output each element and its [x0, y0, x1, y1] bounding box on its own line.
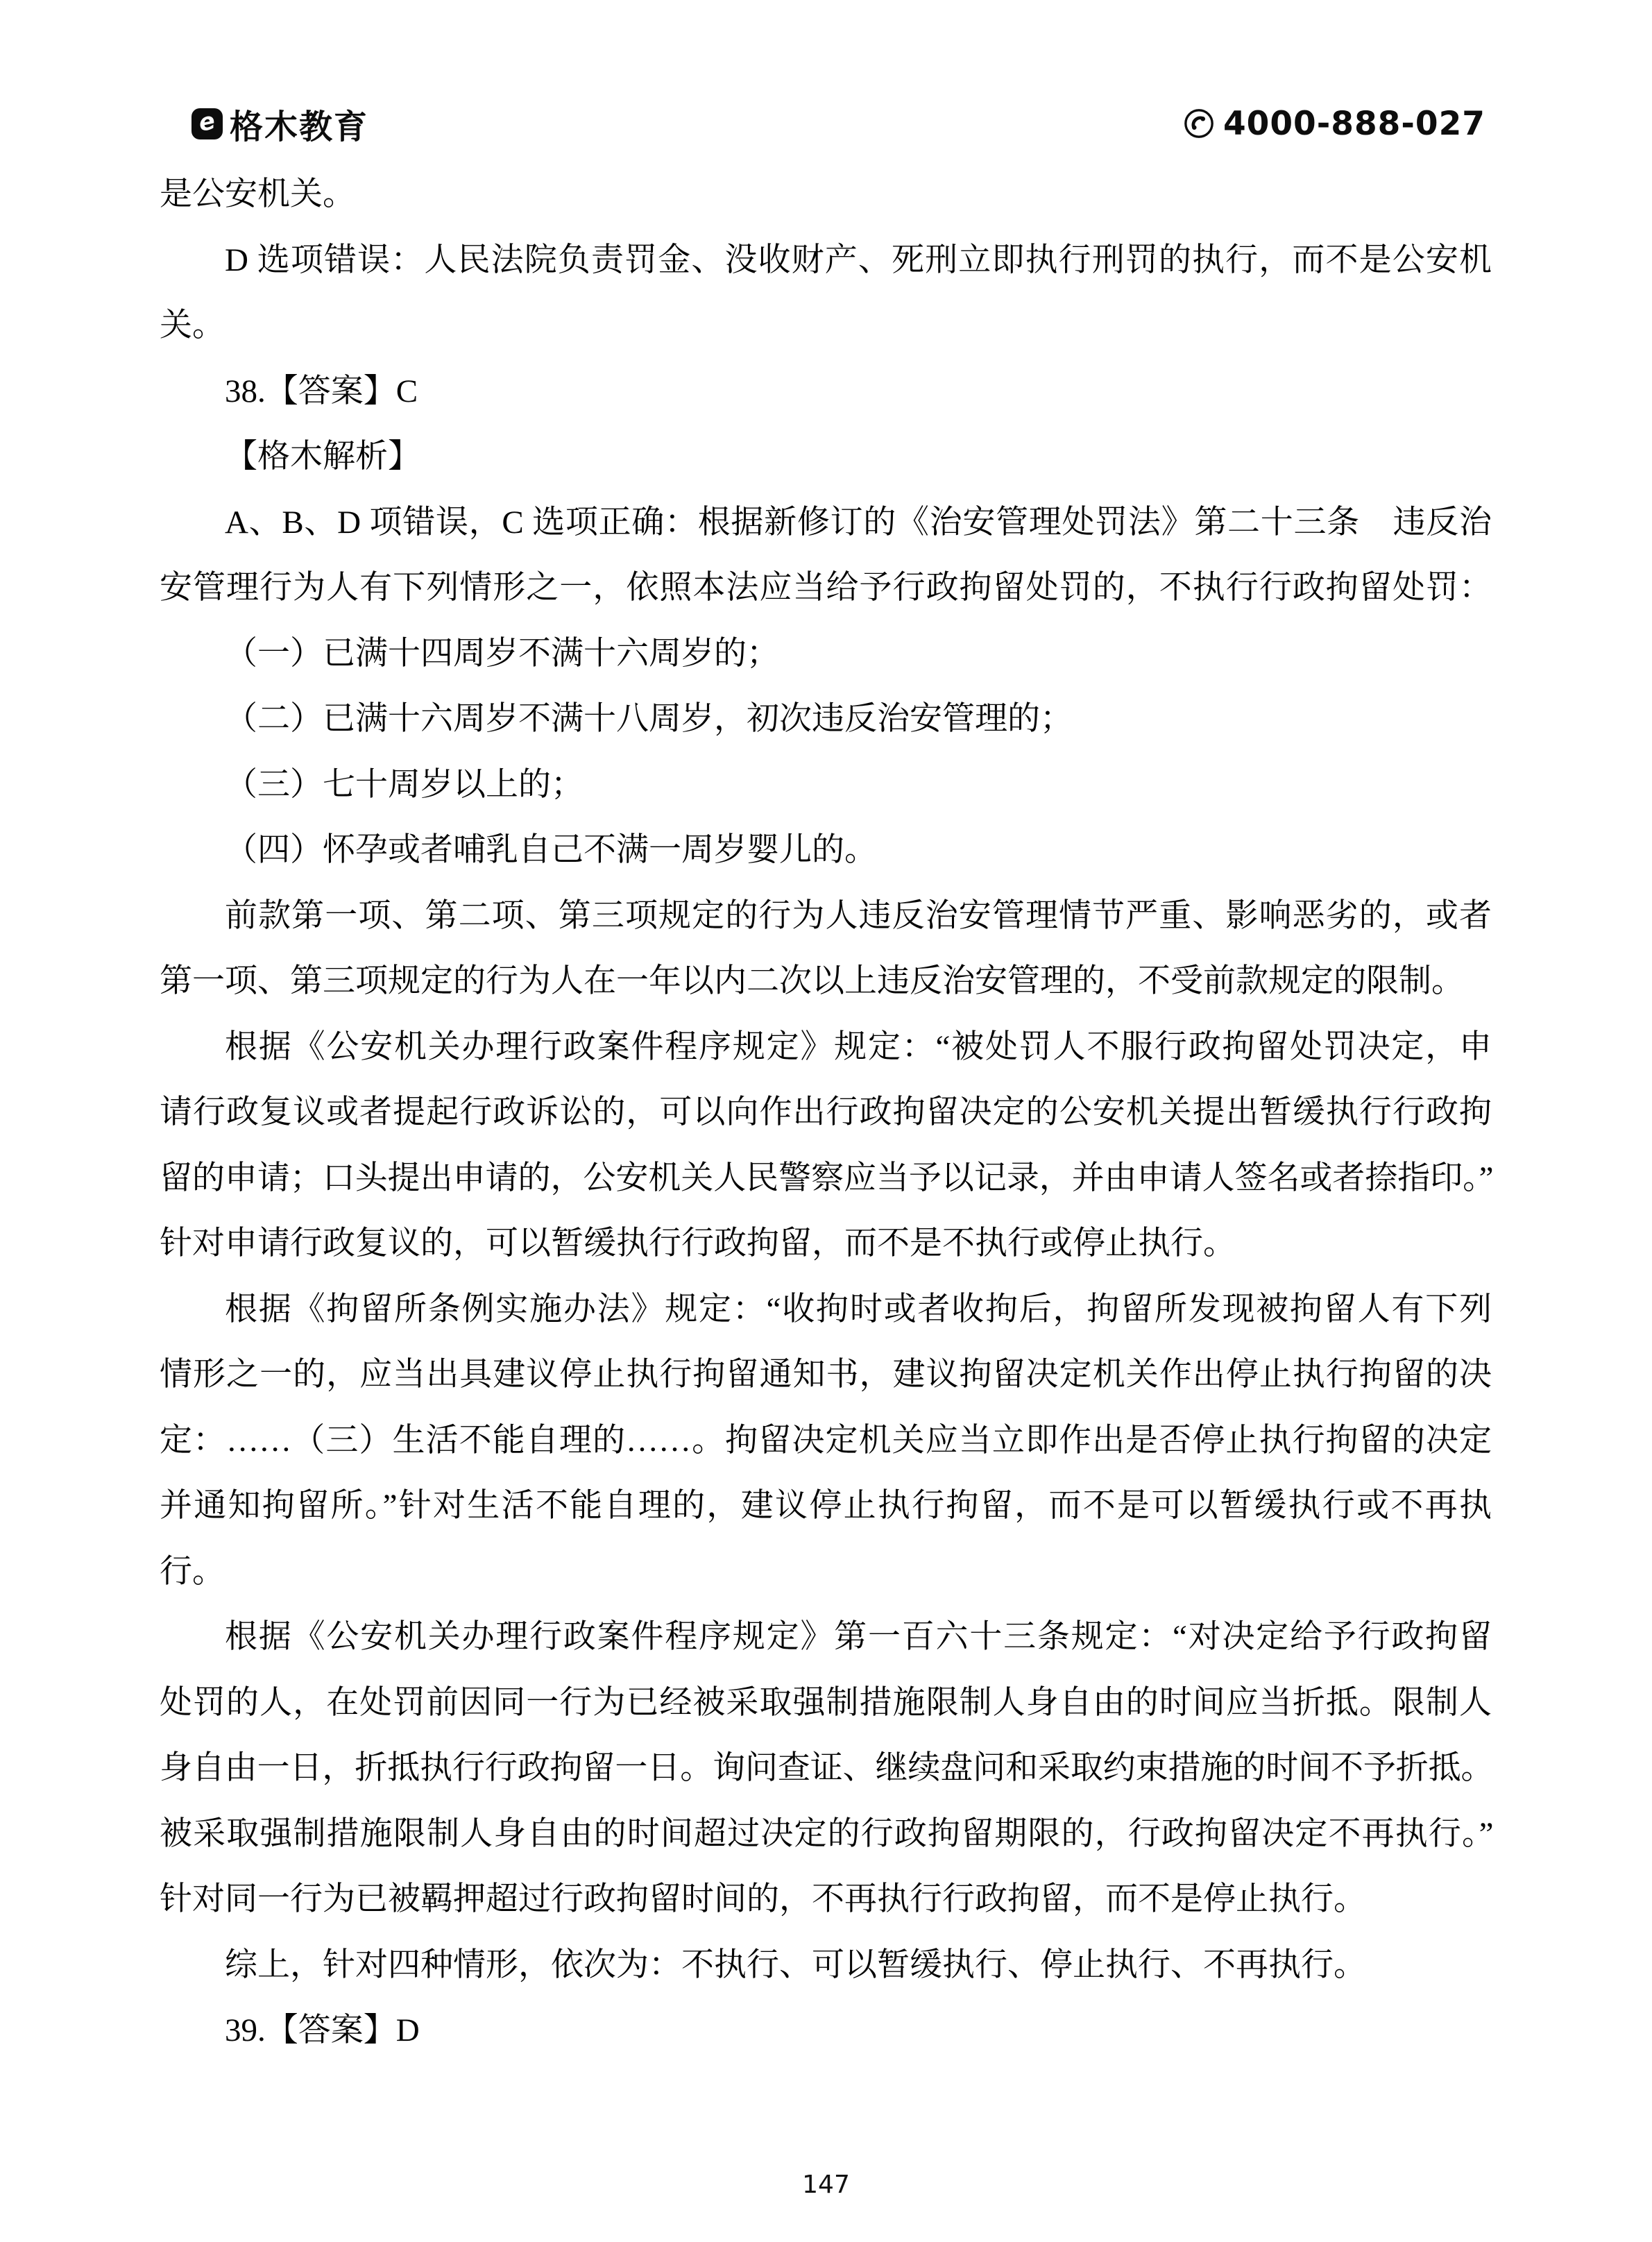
text-line: 综上，针对四种情形，依次为：不执行、可以暂缓执行、停止执行、不再执行。: [225, 1946, 1366, 1983]
list-item: （二）已满十六周岁不满十八周岁，初次违反治安管理的；: [225, 701, 1073, 737]
page-number: 147: [802, 2171, 850, 2199]
text-line: 情形之一的，应当出具建议停止执行拘留通知书，建议拘留决定机关作出停止执行拘留的决: [160, 1357, 1492, 1393]
gemu-logo-icon: [191, 108, 223, 139]
text-line: 根据《公安机关办理行政案件程序规定》第一百六十三条规定：“对决定给予行政拘留: [225, 1619, 1492, 1655]
text-line: 前款第一项、第二项、第三项规定的行为人违反治安管理情节严重、影响恶劣的，或者: [225, 897, 1492, 934]
text-line: 针对申请行政复议的，可以暂缓执行行政拘留，而不是不执行或停止执行。: [160, 1225, 1236, 1262]
logo-glyph: e: [196, 107, 218, 138]
phone-number: 4000-888-027: [1223, 104, 1485, 143]
text-line: 根据《公安机关办理行政案件程序规定》规定：“被处罚人不服行政拘留处罚决定，申: [225, 1028, 1492, 1065]
text-line: 第一项、第三项规定的行为人在一年以内二次以上违反治安管理的，不受前款规定的限制。: [160, 963, 1464, 999]
text-line: 关。: [160, 307, 225, 343]
text-line: 处罚的人，在处罚前因同一行为已经被采取强制措施限制人身自由的时间应当折抵。限制人: [160, 1684, 1492, 1721]
text-line: 请行政复议或者提起行政诉讼的，可以向作出行政拘留决定的公安机关提出暂缓执行行政拘: [160, 1094, 1492, 1130]
text-line: D 选项错误：人民法院负责罚金、没收财产、死刑立即执行刑罚的执行，而不是公安机: [225, 241, 1492, 278]
text-line: 根据《拘留所条例实施办法》规定：“收拘时或者收拘后，拘留所发现被拘留人有下列: [225, 1291, 1492, 1327]
brand: [191, 100, 368, 148]
phone-icon: [1183, 108, 1215, 139]
list-item: （三）七十周岁以上的；: [225, 766, 584, 803]
page-header: [191, 104, 1485, 146]
answer-item-38: 38.【答案】C: [225, 373, 418, 409]
text-line: 行。: [160, 1553, 225, 1590]
text-line: A、B、D 项错误，C 选项正确：根据新修订的《治安管理处罚法》第二十三条 违反治: [225, 504, 1492, 541]
text-line: 身自由一日，折抵执行行政拘留一日。询问查证、继续盘问和采取约束措施的时间不予折抵。: [160, 1750, 1492, 1786]
list-item: （一）已满十四周岁不满十六周岁的；: [225, 635, 779, 672]
text-line: 针对同一行为已被羁押超过行政拘留时间的，不再执行行政拘留，而不是停止执行。: [160, 1881, 1366, 1917]
text-line: 安管理行为人有下列情形之一，依照本法应当给予行政拘留处罚的，不执行行政拘留处罚：: [160, 570, 1492, 606]
answer-item-39: 39.【答案】D: [225, 2012, 420, 2048]
text-line: 并通知拘留所。”针对生活不能自理的，建议停止执行拘留，而不是可以暂缓执行或不再执: [160, 1488, 1492, 1524]
text-line: 被采取强制措施限制人身自由的时间超过决定的行政拘留期限的，行政拘留决定不再执行。”: [160, 1815, 1492, 1852]
text-line: 留的申请；口头提出申请的，公安机关人民警察应当予以记录，并由申请人签名或者捺指印。”: [160, 1160, 1492, 1196]
text-line: 是公安机关。: [160, 176, 355, 212]
analysis-heading: 【格木解析】: [225, 439, 420, 475]
list-item: （四）怀孕或者哺乳自己不满一周岁婴儿的。: [225, 832, 877, 868]
phone-contact: [1183, 105, 1485, 143]
text-line: 定：……（三）生活不能自理的……。拘留决定机关应当立即作出是否停止执行拘留的决定: [160, 1422, 1492, 1459]
brand-name: 格木教育: [230, 107, 369, 146]
document-body: [160, 162, 1492, 2064]
